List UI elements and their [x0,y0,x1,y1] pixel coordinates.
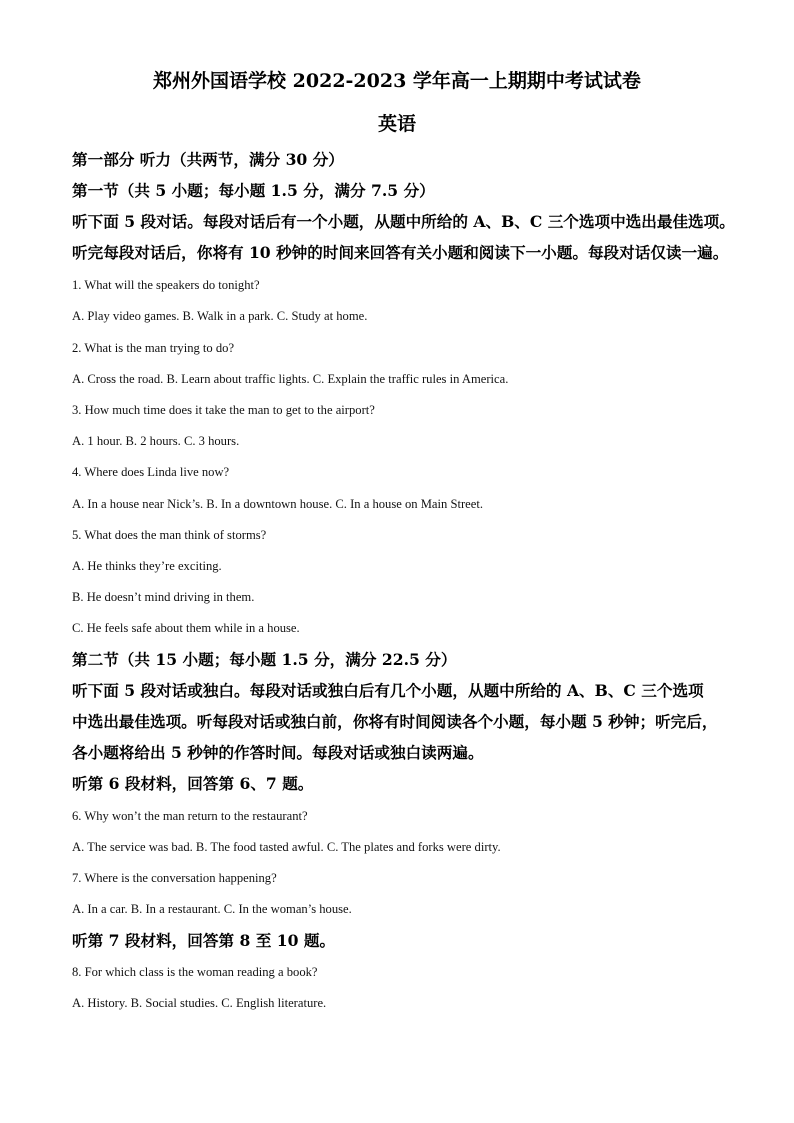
question-4: 4. Where does Linda live now? [72,465,230,479]
exam-title: 郑州外国语学校 2022-2023 学年高一上期期中考试试卷 [153,70,641,92]
section2-instructions-line1: 听下面 5 段对话或独白。每段对话或独白后有几个小题，从题中所给的 A、B、C 三个选项 [72,681,704,700]
part1-heading: 第一部分 听力（共两节，满分 30 分） [72,150,344,169]
section2-instructions-line2: 中选出最佳选项。听每段对话或独白前，你将有时间阅读各个小题，每小题 5 秒钟；听完后， [72,712,718,731]
question-6-options: A. The service was bad. B. The food tasted awful. C. The plates and forks were dirty. [72,840,501,854]
question-5: 5. What does the man think of storms? [72,528,267,542]
question-3-options: A. 1 hour. B. 2 hours. C. 3 hours. [72,434,240,448]
question-2: 2. What is the man trying to do? [72,341,235,355]
question-1-options: A. Play video games. B. Walk in a park. C. Study at home. [72,309,368,323]
question-4-options: A. In a house near Nick’s. B. In a downtown house. C. In a house on Main Street. [72,497,483,511]
section1-heading: 第一节（共 5 小题；每小题 1.5 分，满分 7.5 分） [72,181,435,200]
question-8: 8. For which class is the woman reading a book? [72,965,318,979]
question-7-options: A. In a car. B. In a restaurant. C. In the woman’s house. [72,902,352,916]
material-7-heading: 听第 7 段材料，回答第 8 至 10 题。 [72,931,336,950]
question-5-option-b: B. He doesn’t mind driving in them. [72,590,255,604]
material-6-heading: 听第 6 段材料，回答第 6、7 题。 [72,774,314,793]
question-3: 3. How much time does it take the man to get to the airport? [72,403,375,417]
question-8-options: A. History. B. Social studies. C. English literature. [72,996,327,1010]
question-6: 6. Why won’t the man return to the restaurant? [72,809,308,823]
section2-instructions-line3: 各小题将给出 5 秒钟的作答时间。每段对话或独白读两遍。 [72,743,484,762]
question-5-option-a: A. He thinks they’re exciting. [72,559,222,573]
section1-instructions-line1: 听下面 5 段对话。每段对话后有一个小题，从题中所给的 A、B、C 三个选项中选出最佳选项。 [72,212,735,231]
section2-heading: 第二节（共 15 小题；每小题 1.5 分，满分 22.5 分） [72,650,457,669]
question-5-option-c: C. He feels safe about them while in a house. [72,621,300,635]
section1-instructions-line2: 听完每段对话后，你将有 10 秒钟的时间来回答有关小题和阅读下一小题。每段对话仅读一遍。 [72,243,729,262]
question-2-options: A. Cross the road. B. Learn about traffic lights. C. Explain the traffic rules in America. [72,372,509,386]
question-7: 7. Where is the conversation happening? [72,871,277,885]
question-1: 1. What will the speakers do tonight? [72,278,260,292]
subject-title: 英语 [377,113,416,135]
